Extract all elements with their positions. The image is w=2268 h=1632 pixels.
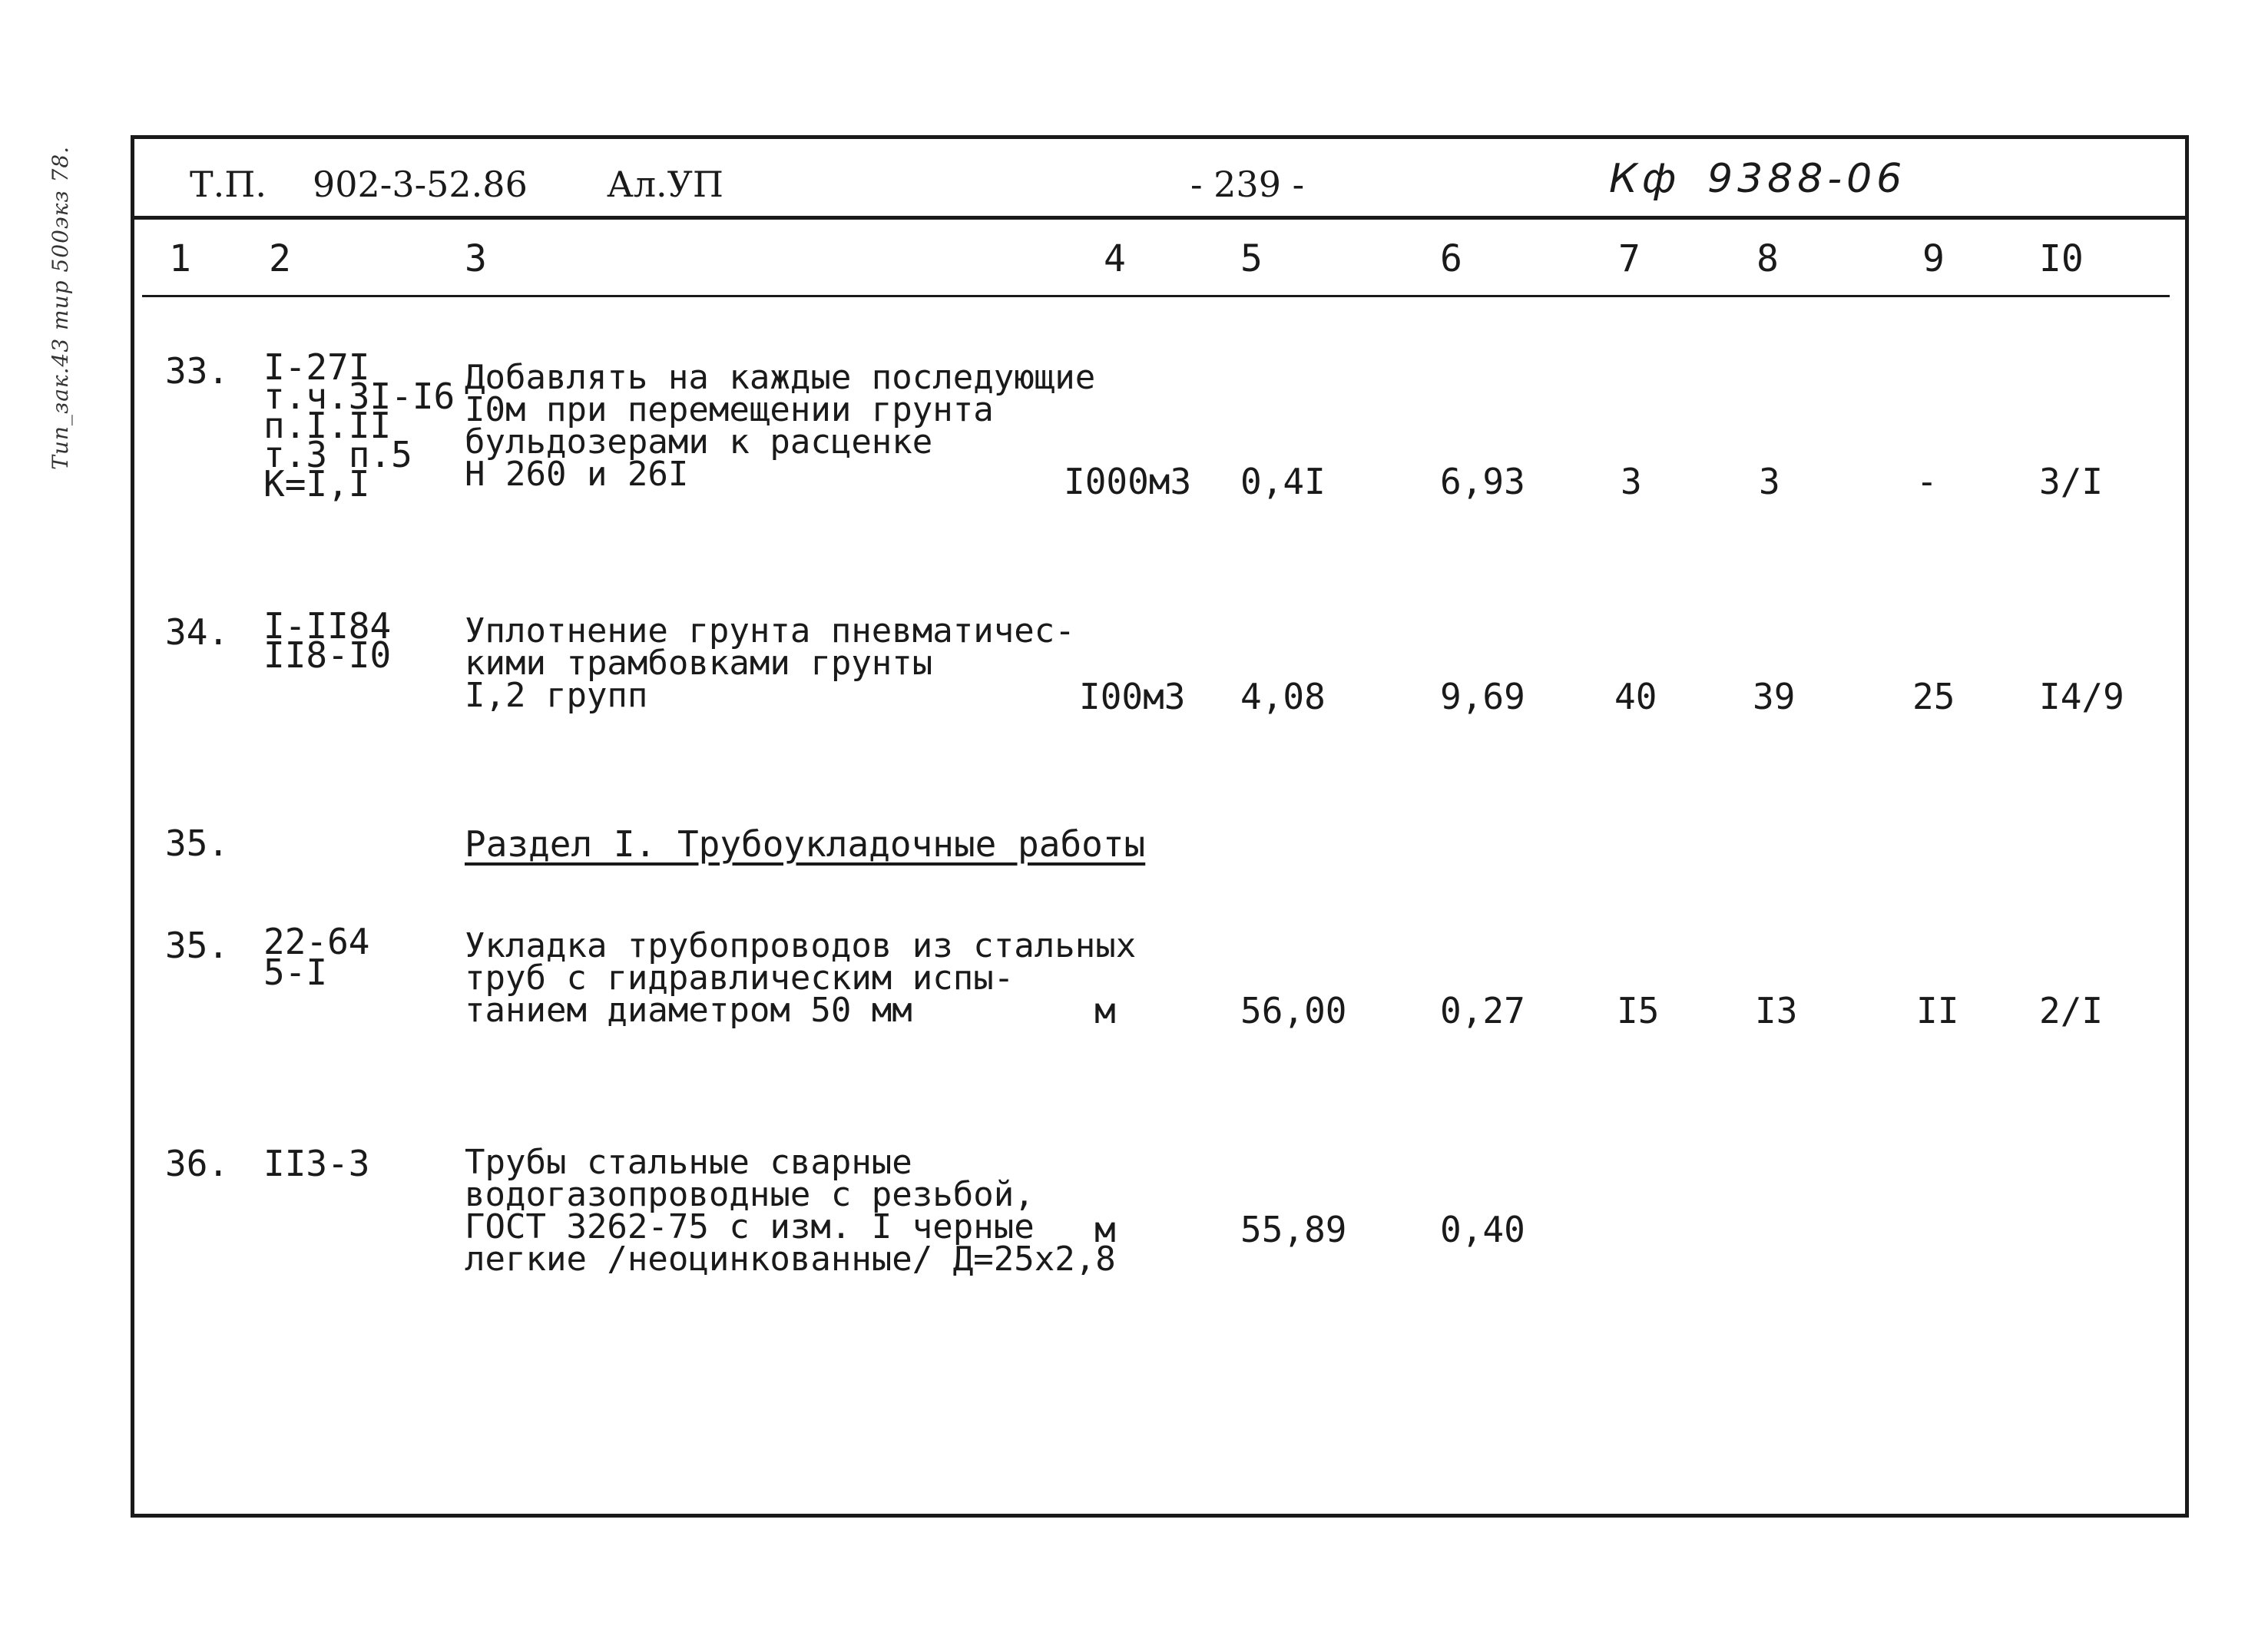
- page-number: - 239 -: [1190, 164, 1305, 205]
- project-code: 902-3-52.86: [313, 164, 528, 205]
- col-8-value: 3: [1759, 461, 1780, 502]
- col-9-value: II: [1916, 990, 1959, 1031]
- document-sheet: [131, 135, 2189, 1518]
- row-number: 35.: [165, 823, 230, 864]
- col-7-value: 40: [1614, 676, 1657, 717]
- col-header-9: 9: [1922, 237, 1945, 280]
- rate-code: II3-3: [263, 1143, 370, 1184]
- work-description: Уплотнение грунта пневматичес- кими трамбовками грунты I,2 групп: [465, 611, 1075, 715]
- unit: м: [1094, 990, 1116, 1031]
- quantity: 56,00: [1240, 990, 1347, 1031]
- row-number: 33.: [165, 350, 230, 392]
- col-header-2: 2: [269, 237, 291, 280]
- header-divider: [134, 216, 2185, 220]
- quantity: 0,4I: [1240, 461, 1326, 502]
- unit-price: 0,40: [1440, 1209, 1525, 1250]
- col-header-5: 5: [1240, 237, 1263, 280]
- col-7-value: I5: [1617, 990, 1660, 1031]
- stamp-number: 9388-06: [1707, 156, 1907, 202]
- quantity: 4,08: [1240, 676, 1326, 717]
- col-header-10: I0: [2039, 237, 2084, 280]
- col-7-value: 3: [1621, 461, 1642, 502]
- quantity: 55,89: [1240, 1209, 1347, 1250]
- col-header-8: 8: [1756, 237, 1779, 280]
- album-label: Ал.УП: [607, 164, 724, 205]
- col-header-4: 4: [1104, 237, 1126, 280]
- col-10-value: I4/9: [2039, 676, 2124, 717]
- col-10-value: 2/I: [2039, 990, 2104, 1031]
- rate-code: 22-64 5-I: [263, 921, 370, 993]
- work-description: Укладка трубопроводов из стальных труб с гидравлическим испы- танием диаметром 50 мм: [465, 926, 1137, 1030]
- unit: м: [1094, 1209, 1116, 1250]
- unit: I00м3: [1079, 676, 1186, 717]
- col-8-value: I3: [1755, 990, 1798, 1031]
- col-header-1: 1: [169, 237, 191, 280]
- row-number: 36.: [165, 1143, 230, 1184]
- row-number: 35.: [165, 925, 230, 966]
- unit: I000м3: [1064, 461, 1192, 502]
- unit-price: 6,93: [1440, 461, 1525, 502]
- row-number: 34.: [165, 611, 230, 653]
- column-divider: [142, 295, 2170, 297]
- rate-code: I-27I т.ч.3I-I6 п.I.II т.3 п.5 К=I,I: [263, 346, 455, 505]
- stamp-prefix: Кф: [1609, 156, 1681, 202]
- col-9-value: -: [1916, 461, 1938, 502]
- unit-price: 0,27: [1440, 990, 1525, 1031]
- section-title: Раздел I. Трубоукладочные работы: [465, 823, 1146, 865]
- col-8-value: 39: [1753, 676, 1796, 717]
- col-header-7: 7: [1618, 237, 1641, 280]
- project-label: Т.П.: [190, 164, 267, 205]
- work-description: Трубы стальные сварные водогазопроводные с резьбой, ГОСТ 3262-75 с изм. I черные легкие /неоцинкованные/ Д=25х2,8: [465, 1143, 1116, 1279]
- col-header-6: 6: [1440, 237, 1462, 280]
- side-print-stamp: Тип_зак.43 тир 500экз 78.: [48, 146, 73, 470]
- rate-code: I-II84 II8-I0: [263, 605, 392, 676]
- unit-price: 9,69: [1440, 676, 1525, 717]
- col-9-value: 25: [1912, 676, 1955, 717]
- col-header-3: 3: [465, 237, 487, 280]
- col-10-value: 3/I: [2039, 461, 2104, 502]
- work-description: Добавлять на каждые последующие I0м при перемещении грунта бульдозерами к расценке Н 260 и 26I: [465, 358, 1096, 494]
